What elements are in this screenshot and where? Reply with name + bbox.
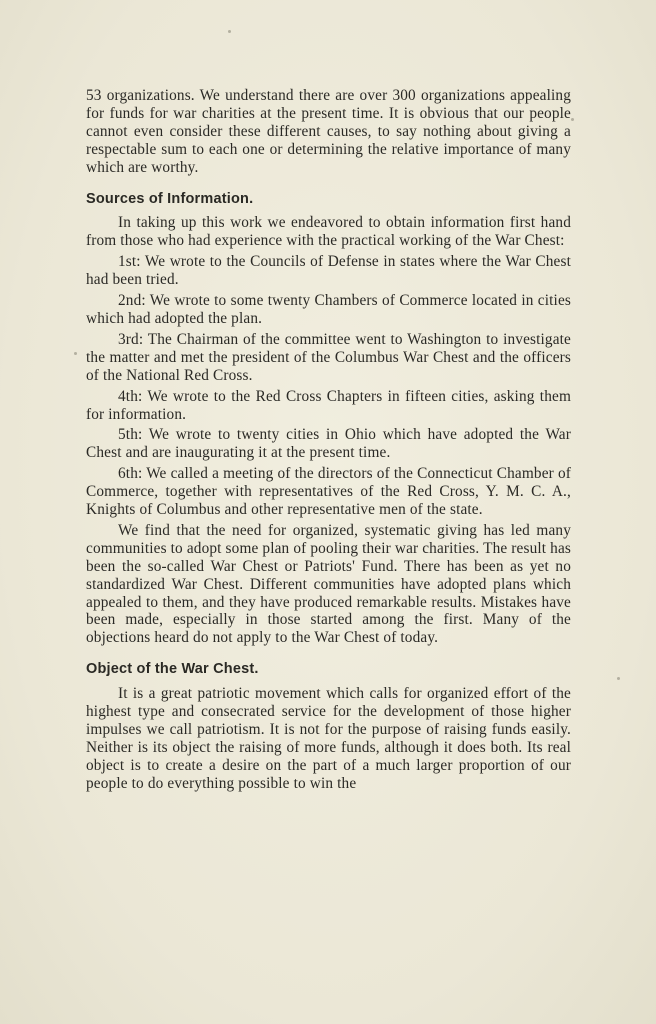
sources-item-5: 5th: We wrote to twenty cities in Ohio which have adopted the War Chest and are inaugurating it at the present time. [86,426,571,462]
sources-item-2: 2nd: We wrote to some twenty Chambers of Commerce located in cities which had adopted the plan. [86,292,571,327]
body-text [86,87,571,793]
sources-item-3: 3rd: The Chairman of the committee went to Washington to investigate the matter and met the president of the Columbus War Chest and the officers of the National Red Cross. [86,330,571,384]
sources-closing-paragraph: We find that the need for organized, systematic giving has led many communities to adopt some plan of pooling their war charities. The result has been the so-called War Chest or Patriots' Fund. There has been as yet no standardized War Chest. Different communities have adopted plans which appealed to them, and they have produced remarkable results. Mistakes have been made, especially in those started among the first. Many of the objections heard do not apply to the War Chest of today. [86,521,571,647]
sources-lead-paragraph: In taking up this work we endeavored to obtain information first hand from those who had experience with the practical working of the War Chest: [86,214,571,250]
paper-speck [571,118,574,121]
sources-item-4: 4th: We wrote to the Red Cross Chapters in fifteen cities, asking them for information. [86,387,571,423]
sources-item-6: 6th: We called a meeting of the directors of the Connecticut Chamber of Commerce, together with representatives of the Red Cross, Y. M. C. A., Knights of Columbus and other representative men of the state. [86,465,571,519]
intro-paragraph: 53 organizations. We understand there are over 300 organizations appealing for funds for war charities at the present time. It is obvious that our people cannot even consider these different causes, to say nothing about giving a respectable sum to each one or determining the relative importance of many which are worthy. [86,87,571,176]
paper-speck [617,677,620,680]
object-paragraph: It is a great patriotic movement which calls for organized effort of the highest type and consecrated service for the development of those higher impulses we call patriotism. It is not for the purpose of raising funds easily. Neither is its object the raising of more funds, although it does both. Its real object is to create a desire on the part of a much larger proportion of our people to do everything possible to win the [86,685,571,792]
section-heading-object: Object of the War Chest. [86,661,259,678]
section-heading-sources: Sources of Information. [86,190,254,207]
paper-speck [228,30,231,33]
paper-speck [74,352,77,355]
sources-item-1: 1st: We wrote to the Councils of Defense in states where the War Chest had been tried. [86,253,571,289]
